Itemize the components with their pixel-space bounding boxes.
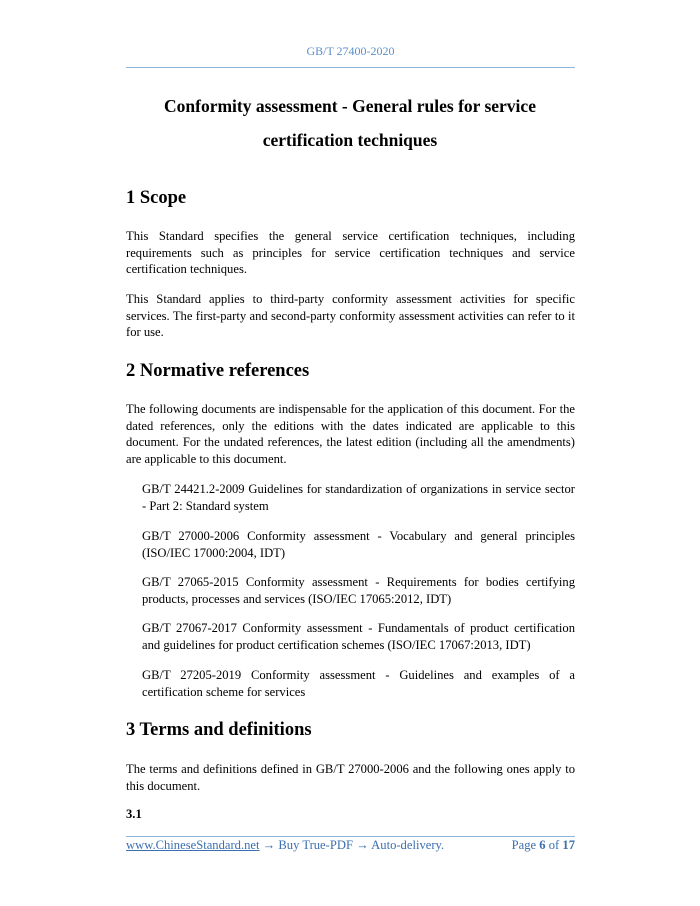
reference-item: GB/T 27205-2019 Conformity assessment - Guidelines and examples of a certification scheme for services bbox=[142, 668, 575, 699]
arrow-right-icon: → bbox=[262, 838, 276, 852]
document-title-line-2: certification techniques bbox=[262, 130, 438, 150]
page-number: 6 bbox=[539, 838, 546, 852]
page-indicator bbox=[512, 838, 575, 853]
scope-paragraph-1: This Standard specifies the general service certification techniques, including requirements such as principles for service certification techniques and service certification techniques. bbox=[126, 229, 575, 276]
of-label: of bbox=[548, 838, 560, 852]
reference-item: GB/T 27065-2015 Conformity assessment - Requirements for bodies certifying products, processes and services (ISO/IEC 17065:2012, IDT) bbox=[142, 575, 575, 606]
section-heading-terms-definitions: 3 Terms and definitions bbox=[126, 720, 312, 740]
reference-item: GB/T 27067-2017 Conformity assessment - Fundamentals of product certification and guidelines for product certification schemes (ISO/IEC 17067:2013, IDT) bbox=[142, 621, 575, 652]
page-label: Page bbox=[511, 838, 537, 852]
page-total: 17 bbox=[562, 838, 575, 852]
website-link[interactable]: www.ChineseStandard.net bbox=[126, 838, 260, 852]
reference-item: GB/T 27000-2006 Conformity assessment - Vocabulary and general principles (ISO/IEC 17000:2004, IDT) bbox=[142, 529, 575, 560]
footer-divider bbox=[126, 836, 575, 837]
scope-paragraph-2: This Standard applies to third-party conformity assessment activities for specific services. The first-party and second-party conformity assessment activities can refer to it for use. bbox=[126, 292, 575, 339]
buy-pdf-text: Buy True-PDF bbox=[278, 838, 353, 852]
auto-delivery-text: Auto-delivery. bbox=[371, 838, 445, 852]
arrow-right-icon: → bbox=[356, 838, 369, 852]
document-title-line-1: Conformity assessment - General rules for service bbox=[164, 96, 536, 116]
subsection-number: 3.1 bbox=[126, 807, 142, 821]
section-heading-scope: 1 Scope bbox=[126, 188, 187, 208]
header-standard-code: GB/T 27400-2020 bbox=[306, 44, 395, 58]
terms-intro-paragraph: The terms and definitions defined in GB/T 27000-2006 and the following ones apply to this document. bbox=[126, 762, 575, 793]
section-heading-normative-references: 2 Normative references bbox=[126, 361, 310, 381]
footer bbox=[126, 838, 575, 853]
normative-intro-paragraph: The following documents are indispensable for the application of this document. For the dated references, only the editions with the dates indicated are applicable to this document. For the undated references, the latest edition (including all the amendments) are applicable to this document. bbox=[126, 402, 575, 466]
reference-item: GB/T 24421.2-2009 Guidelines for standardization of organizations in service sector - Part 2: Standard system bbox=[142, 482, 575, 513]
header-divider bbox=[126, 67, 575, 68]
